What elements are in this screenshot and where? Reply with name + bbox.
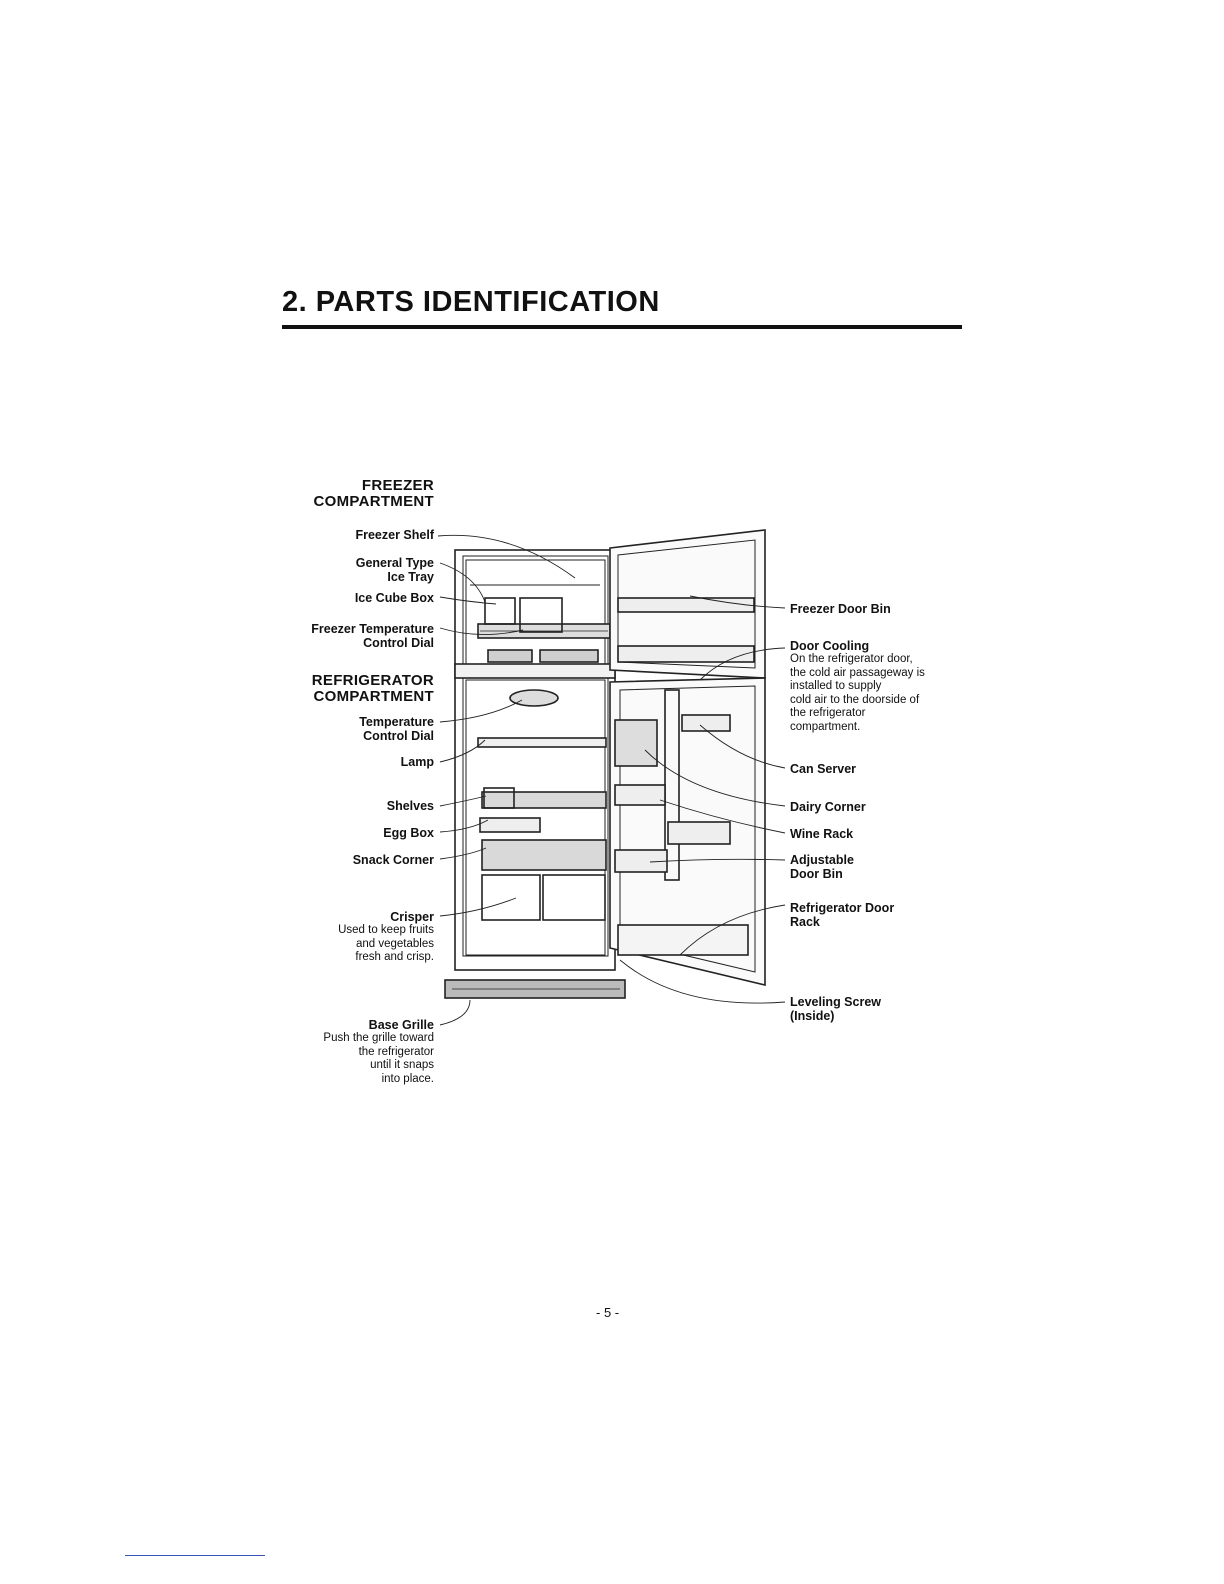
label-snack-corner: Snack Corner [352, 853, 434, 867]
label-refrigerator-door-rack [790, 901, 894, 929]
freezer-grille-right [540, 650, 598, 662]
refrigerator-section-line-2: COMPARTMENT [313, 688, 434, 705]
label-ice-cube-box: Ice Cube Box [354, 591, 434, 605]
label-temp-control-dial [359, 715, 434, 743]
base-grille-note-line: Push the grille toward [323, 1032, 434, 1044]
fridge-temp-dial [510, 690, 558, 706]
leveling-line-1: Leveling Screw [790, 995, 882, 1009]
footer-rule [125, 1555, 265, 1556]
door-rack-line-2: Rack [790, 915, 820, 929]
door-cooling-note-line: the refrigerator [790, 707, 866, 719]
can-server [682, 715, 730, 731]
crisper-title: Crisper [390, 910, 434, 924]
freezer-section-title [313, 478, 434, 510]
door-cooling-note-line: the cold air passageway is [790, 666, 925, 679]
crisper-note-line: and vegetables [355, 937, 434, 950]
label-freezer-door-bin: Freezer Door Bin [790, 602, 891, 616]
label-freezer-shelf: Freezer Shelf [355, 528, 434, 542]
freezer-divider [455, 664, 615, 678]
ice-cube-box [485, 598, 515, 624]
snack-glass [482, 840, 606, 870]
crisper-note-line: Used to keep fruits [338, 924, 434, 936]
page-number: - 5 - [596, 1305, 620, 1320]
label-base-grille [323, 1018, 434, 1086]
base-grille-note-line: into place. [381, 1072, 434, 1085]
fridge-temp-line-1: Temperature [359, 715, 434, 729]
dairy-corner [615, 720, 657, 766]
freezer-door-bin-2 [618, 646, 754, 662]
adjustable-line-1: Adjustable [790, 853, 854, 867]
door-cooling-note-line: installed to supply [790, 680, 882, 692]
general-type-line-2: Ice Tray [387, 570, 434, 584]
door-bin-2 [668, 822, 730, 844]
door-cooling-note-line: On the refrigerator door, [790, 653, 913, 665]
door-cooling-title: Door Cooling [790, 639, 870, 653]
freezer-interior [466, 560, 605, 664]
door-cooling-note-line: compartment. [790, 720, 861, 733]
label-general-type-ice-tray [356, 556, 434, 584]
page-title: 2. PARTS IDENTIFICATION [282, 286, 660, 318]
label-egg-box: Egg Box [383, 826, 434, 840]
label-lamp: Lamp [400, 755, 434, 769]
freezer-temp-line-2: Control Dial [363, 636, 434, 650]
door-rack [618, 925, 748, 955]
base-grille-title: Base Grille [368, 1018, 434, 1032]
adjustable-line-2: Door Bin [790, 867, 843, 881]
cabinet-outline [455, 550, 615, 970]
crisper-note-line: fresh and crisp. [355, 951, 434, 963]
leveling-line-2: (Inside) [790, 1009, 835, 1023]
label-shelves: Shelves [386, 799, 434, 813]
freezer-temp-line-1: Freezer Temperature [311, 622, 434, 636]
freezer-section-line-1: FREEZER [361, 477, 434, 494]
door-rack-line-1: Refrigerator Door [790, 901, 895, 915]
base-grille-note-line: until it snaps [370, 1059, 434, 1071]
refrigerator-section-line-1: REFRIGERATOR [311, 672, 434, 689]
door-bin-3 [615, 850, 667, 872]
door-bin-1 [615, 785, 665, 805]
crisper-right [543, 875, 605, 920]
label-crisper [338, 910, 434, 965]
base-grille-note-line: the refrigerator [358, 1045, 434, 1058]
fridge-shelf-2 [482, 792, 606, 808]
fridge-shelf-1 [478, 738, 606, 747]
general-type-line-1: General Type [355, 556, 434, 570]
freezer-door-bin-1 [618, 598, 754, 612]
crisper-left [482, 875, 540, 920]
freezer-grille-left [488, 650, 532, 662]
label-door-cooling [790, 639, 925, 734]
fridge-temp-line-2: Control Dial [363, 729, 434, 743]
label-dairy-corner: Dairy Corner [790, 800, 866, 814]
label-freezer-temp-dial [311, 622, 434, 650]
label-wine-rack: Wine Rack [790, 827, 854, 841]
label-leveling-screw [790, 995, 881, 1023]
freezer-section-line-2: COMPARTMENT [313, 493, 434, 510]
door-cooling-note-line: cold air to the doorside of [790, 693, 920, 706]
snack-corner [480, 818, 540, 832]
label-can-server: Can Server [790, 762, 857, 776]
refrigerator-section-title [312, 673, 434, 705]
label-adjustable-door-bin [790, 853, 854, 881]
